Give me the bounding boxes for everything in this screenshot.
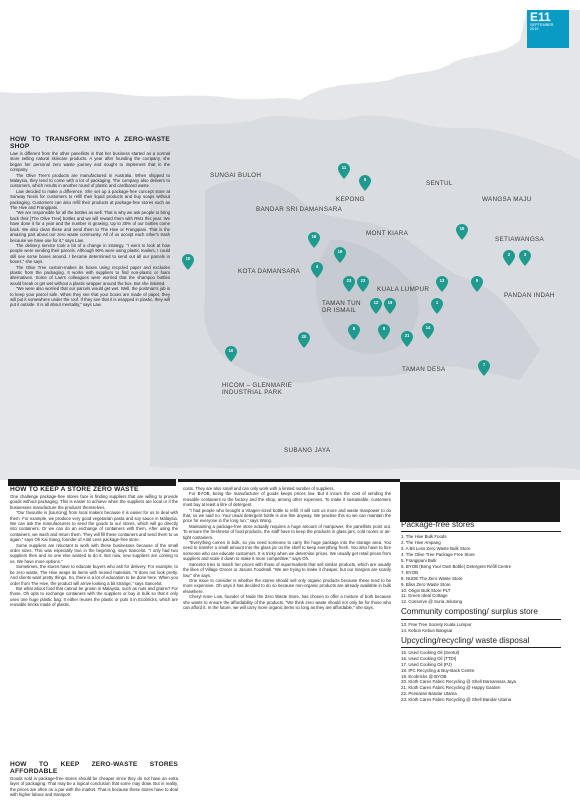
paragraph: Some suppliers are reluctant to work with these businesses because of the small order sizes. This was especially true in the beginning, says Sancelot. "I only had two suppliers then and no one else wanted to do it. But now, new suppliers are coming to us. We have more options." [10,542,178,564]
paragraph: One challenge package-free stores face is finding suppliers that are willing to provide goods without packaging. This is easier to achieve when the suppliers are local or if the businesses manufacture the products themselves. [10,494,178,510]
map-pin[interactable]: 21 [401,331,413,347]
page-month: SEPTEMBER [530,23,554,27]
legend-item: 21. Kloth Cares Fabric Recycling @ Happy Garden [401,685,501,691]
map-pin[interactable]: 3 [519,250,531,266]
paragraph: Cheryl Anne Low, founder of Nude the Zero Waste Store, has chosen to offer a mixture of both because she wants to ensure the affordability of the products. "We think zero waste should not only be for those who can afford it. In the future, we will carry more organic items so long as they are affordable," she says. [183,594,391,610]
place-subang-jaya: SUBANG JAYA [284,447,331,454]
legend-item: 13. Free Tree Society Kuala Lumpur [401,621,472,627]
place-setiawangsa: SETIAWANGSA [495,236,545,243]
legend-header-block [400,482,560,522]
map-pin[interactable]: 4 [311,262,323,278]
legend-item: 11. Green Ideal Cottage [401,593,448,599]
page-number: E11 [530,10,551,24]
legend-item: 23. Kloth Cares Fabric Recycling @ Shell Bandar Utama [401,697,512,703]
paragraph: But what about food that cannot be grown in Malaysia, such as nuts and grains? For those, Oh opts to exchange containers with the suppliers or buy in bulk so that it only uses one huge plastic bag. It either reuses the plastic or puts it in Ecobricks, which are reusable bricks made of plastic. [10,585,178,608]
legend-item: 4. The Olive Tree Package Free Store [401,552,475,558]
page-year: 2019 [530,27,539,32]
legend-title-upcycling: Upcycling/recycling/ waste disposal [401,635,530,645]
legend-item: 22. Persiaran Bandar Utama [401,691,457,697]
paragraph: Sometimes, the stores have to educate buyers who ask for delivery. For example, to be zero waste, The Hive wraps its items with reused materials. "It does not look pretty. And clients want pretty things. So, there is a lot of education to be done here. When you order from The Hive, the product will arrive looking a bit strange," says Sancelot. [10,564,178,586]
place-taman-desa: TAMAN DESA [402,366,446,373]
map-pin[interactable]: 7 [478,360,490,376]
place-kota-damansara: KOTA DAMANSARA [238,268,301,275]
legend-item: 15. Used Cooking Oil (Sentul) [401,649,460,655]
map-pin[interactable]: 8 [378,324,390,340]
heading-affordable: HOW TO KEEP ZERO-WASTE STORES AFFORDABLE [10,761,178,775]
legend-rule [401,619,561,620]
paragraph: The Olive Tree's products are manufactured in Australia. When shipped to Malaysia, they tend to come with a lot of packaging. The company also delivers to customers, which results in another round of plastic and cardboard waste. [10,172,170,189]
heading-keep-zero-waste: HOW TO KEEP A STORE ZERO WASTE [10,486,139,493]
place-bandar-sri-damansara: BANDAR SRI DAMANSARA [256,206,343,213]
legend-item: 19. Ecobricks @ BYOB [401,673,447,679]
place-taman-tun-dr-ismail: TAMAN TUN DR ISMAIL [322,300,361,315]
paragraph: "Everything comes in bulk, so you need someone to carry the huge package into the storage area. You need to transfer a small amount into the glass jar on the shelf to keep everything fresh. You also have to hire someone who can educate customers. It is tricky when we determine prices. We usually get retail prices from suppliers and scale it down to make it more competitive," says Oh. [183,540,391,562]
store-legend [401,520,561,703]
legend-item: 9. Bliss Zero Waste Store [401,581,451,587]
legend-item: 1. The Hive Bulk Foods [401,534,447,540]
legend-item: 14. Kebun Kebun Bangsar [401,627,453,633]
legend-item: 6. BYOB (Bring Your Own Bottle) Detergent Refill Centre [401,563,512,569]
article-section-affordable [10,761,178,798]
legend-item: 10. Origin Bulk Store PLT [401,587,451,593]
paragraph: "Our favourite is [sourcing] from local makers because it is easier for us to deal with them. For example, we produce very good vegetarian pasta and soy sauce in Malaysia. We can ask the manufacturers to send the goods to our stores, which will go directly into containers. Or we can do an exchange of containers with them. After using the containers, we wash and return them. They will fill these containers and send them to us again," says Oh Kai Siang, founder of A Bit Less package-free store. [10,510,178,543]
place-sungai-buloh: SUNGAI BULOH [210,172,262,179]
legend-title-composting: Community composting/ surplus store [401,607,538,617]
paragraph: "We are responsible for all the bottles as well. That is why we ask people to bring back their [The Olive Tree] bottles and we will reward them with RM1 this year. We have done it for a year and the number is growing. Up to 30% of our bottles come back. We also clean these and send them to The Hive or Frangipani. That is the amazing part about our zero waste community. All of us accept each other's trash because we have use for it," says Law. [10,210,170,243]
paragraph: Sancelot tries to match her prices with those of supermarkets that sell similar products, which are usually the likes of Village Grocer or Jasons FoodHall. "We are trying to make it cheaper, but our margins are scarily low," she says. [183,561,391,578]
paragraph: One issue to consider is whether the stores should sell only organic products because these tend to be more expensive. Oh says it has decided to do so because non-organic products are already available in bulk elsewhere. [183,577,391,594]
place-sentul: SENTUL [426,180,453,187]
place-kepong: KEPONG [336,196,365,203]
map-pin[interactable]: 14 [422,323,434,339]
place-pandan-indah: PANDAN INDAH [504,292,555,299]
map-pin[interactable]: 18 [308,232,320,248]
map-pin[interactable]: 22 [357,276,369,292]
heading-transform: HOW TO TRANSFORM INTO A ZERO-WASTE SHOP [10,136,170,150]
legend-item: 12. Conserve @ Suria Jelutong [401,599,463,605]
paragraph: "We were also worried that our parcels would get wet. Well, the postman's job is to keep your parcel safe. When they see that your boxes are made of paper, they will put it somewhere under the roof. If they see that it is wrapped in plastic, they will put it outside. It is all about mentality," says Law. [10,286,170,308]
paragraph: Maintaining a package-free store actually requires a huge amount of manpower, the panellists point out. To ensure the freshness of food products, the staff have to keep the products in glass jars, cold rooms or air-tight containers. [183,523,391,540]
page-tag [527,10,569,48]
legend-item: 18. IPC Recycling & Buy-Back Centre [401,667,475,673]
map-pin[interactable]: 10 [182,254,194,270]
paragraph: The delivery service took a bit of a change in strategy. "I went to look at how people were sending their parcels. Although 90% were using plastic mailers, I could still see some boxes around. I became determined to send out all our parcels in boxes," she says. [10,242,170,265]
paragraph: Goods sold in package-free stores should be cheaper since they do not have an extra layer of packaging. That may be a logical conclusion that some may draw. But in reality, the prices are often on a par with the market. That is because these stores have to deal with higher labour and transport [10,776,178,798]
legend-item: 17. Used Cooking Oil (PJ) [401,661,452,667]
paragraph: The Olive Tree custom-makes its boxes using recycled paper and excludes plastic from the packaging. It works with suppliers to find non-plastic or foam alternatives. Some of Law's colleagues were worried that the shampoo bottles would break or get wet without a plastic wrapper around the box. But she insisted. [10,264,170,286]
legend-item: 16. Used Cooking Oil (TTDI) [401,655,457,661]
legend-item: 7. BYOB [401,569,419,575]
map-pin[interactable]: 10 [225,346,237,362]
place-kuala-lumpur: KUALA LUMPUR [377,286,430,293]
map-pin[interactable]: 20 [298,332,310,348]
map-pin[interactable]: 19 [384,298,396,314]
map-pin[interactable]: 8 [348,324,360,340]
legend-title-package-free: Package-free stores [401,520,475,529]
paragraph: Law decided to make a difference. She set up a package-free concept store at Sunway Nexis for customers to refill their liquid products and buy soaps without packaging. Customers can also refill their products at package-free stores such as The Hive and Frangipani. [10,188,170,211]
map-pin[interactable]: 1 [431,298,443,314]
map-pin[interactable]: 13 [436,276,448,292]
legend-item: 2. The Hive Ampang [401,540,441,546]
map-pin[interactable]: 16 [334,247,346,263]
legend-item: 3. A Bit Less Zero Waste Bulk Store [401,546,471,552]
divider-bar [8,479,176,486]
map-pin[interactable]: 5 [359,175,371,191]
map-pin[interactable]: 23 [343,276,355,292]
legend-item: 5. Frangipani Bulk [401,558,437,564]
map-pin[interactable]: 12 [370,298,382,314]
place-mont-kiara: MONT KIARA [366,230,409,237]
legend-item: 20. Kloth Cares Fabric Recycling @ Shell Damansara Jaya [401,679,517,685]
legend-rule [401,531,561,532]
paragraph: "I had people who brought a Vitagen-sized bottle to refill. It will cost us more and waste manpower to do that, so we said no. Your usual detergent bottle is one litre anyway. We practise this so we can maintain the price for everyone in the long run," says Wong. [183,507,391,524]
paragraph: Law is different from the other panellists in that her business started as a normal store selling natural skincare products. A year after founding the company, she began her personal zero waste journey and sought to implement that in the company. [10,151,170,173]
map-pin[interactable]: 9 [471,276,483,292]
article-section-transform [10,136,170,308]
legend-item: 8. NUDE The Zero Waste Store [401,575,463,581]
place-wangsa-maju: WANGSA MAJU [482,196,532,203]
article-section-keep-zero-waste [10,486,178,608]
place-hicom-glenmarie: HICOM – GLENMARIE INDUSTRIAL PARK [222,382,293,397]
paragraph: For BYOB, being the manufacturer of goods keeps prices low. But it incurs the cost of sending the reusable containers to the factory and the shop, among other expenses. To make it sustainable, customers must buy at least a litre of detergent. [183,491,391,508]
map-pin[interactable]: 15 [456,224,468,240]
article-section-affordable-cont [183,486,391,610]
map-pin[interactable]: 2 [503,250,515,266]
paragraph: costs. They are also small and can only work with a limited number of suppliers. [183,486,335,491]
legend-rule [401,647,561,648]
divider-bar [178,479,400,482]
map-pin[interactable]: 11 [338,163,350,179]
